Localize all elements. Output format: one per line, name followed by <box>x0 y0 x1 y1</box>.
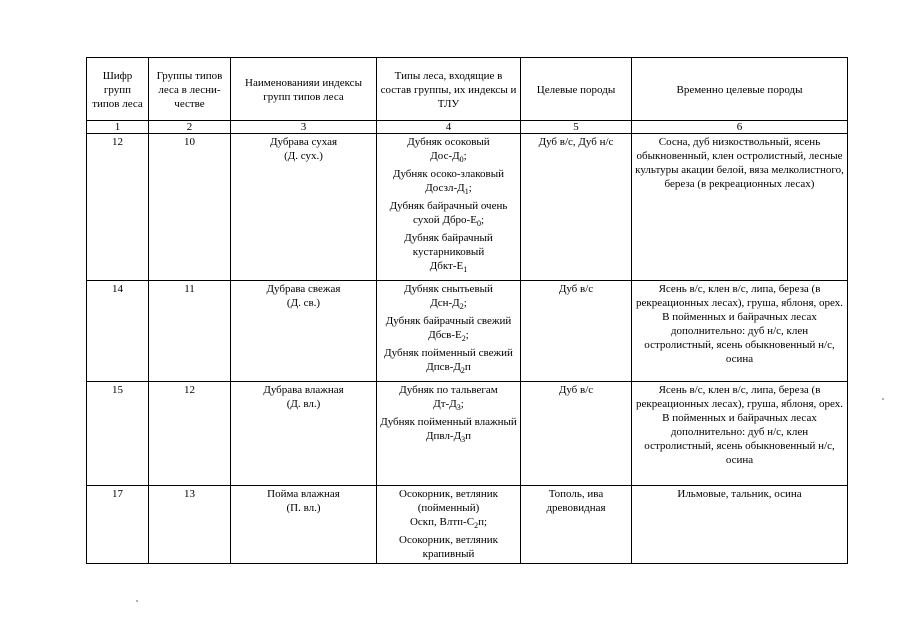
cell-types <box>377 382 521 486</box>
cell-types <box>377 134 521 281</box>
cell-group: 11 <box>149 281 231 382</box>
forest-type-code: Дбро-Е <box>442 214 477 226</box>
forest-type-text: Дубняк осоко-злаковый <box>392 168 505 180</box>
forest-type-code: Досзл-Д <box>425 182 465 194</box>
forest-type-text: Дубняк байрачный очень сухой <box>389 200 508 226</box>
forest-types-table <box>86 57 848 564</box>
cell-temporary: Сосна, дуб низкоствольный, ясень обыкновенный, клен остролистный, лесные культуры акации белой, вяза мелколистного, береза (в рекреационных лесах) <box>632 134 848 281</box>
cell-code: 17 <box>87 486 149 564</box>
forest-type-entry <box>380 415 517 443</box>
forest-type-text: Осокорник, ветляник (пойменный) <box>399 488 498 514</box>
group-name: Дубрава свежая <box>266 283 341 295</box>
forest-type-code: Дсн-Д <box>430 297 460 309</box>
forest-type-entry <box>380 282 517 310</box>
column-number: 1 <box>87 121 149 134</box>
cell-temporary: Ясень в/с, клен в/с, липа, береза (в рекреационных лесах), груша, яблоня, орех. В пойменных и байрачных лесах дополнительно: дуб н/с, клен остролистный, ясень обыкновенный н/с, осина <box>632 382 848 486</box>
group-name: Дубрава сухая <box>269 136 338 148</box>
forest-type-entry <box>380 487 517 529</box>
cell-target: Дуб в/с <box>521 382 632 486</box>
cell-types <box>377 281 521 382</box>
forest-type-end: ; <box>460 398 464 410</box>
cell-group: 13 <box>149 486 231 564</box>
forest-type-text: Дубняк пойменный влажный <box>380 416 517 428</box>
header-temporary: Временно целевые породы <box>632 58 848 121</box>
cell-temporary: Ясень в/с, клен в/с, липа, береза (в рекреационных лесах), груша, яблоня, орех. В пойменных и байрачных лесах дополнительно: дуб н/с, клен остролистный, ясень обыкновенный н/с, осина <box>632 281 848 382</box>
forest-type-entry <box>380 167 517 195</box>
forest-type-entry <box>380 314 517 342</box>
forest-type-code: Дбсв-Е <box>428 329 462 341</box>
cell-name <box>231 382 377 486</box>
cell-code: 14 <box>87 281 149 382</box>
forest-type-subscript: 2 <box>460 366 465 376</box>
column-number: 6 <box>632 121 848 134</box>
forest-type-entry <box>380 346 517 374</box>
forest-type-subscript: 1 <box>463 265 468 275</box>
cell-name <box>231 134 377 281</box>
group-name: Пойма влажная <box>267 488 340 500</box>
forest-type-code: Дпвл-Д <box>426 430 462 442</box>
cell-group: 12 <box>149 382 231 486</box>
forest-type-subscript: 2 <box>459 302 464 312</box>
forest-type-entry <box>380 199 517 227</box>
forest-type-text: Осокорник, ветляник крапивный <box>399 534 498 560</box>
forest-type-end: ; <box>463 150 467 162</box>
forest-type-subscript: 0 <box>459 155 464 165</box>
column-number: 4 <box>377 121 521 134</box>
forest-type-code: Дбкт-Е <box>429 260 464 272</box>
forest-type-entry <box>380 231 517 273</box>
scan-speck <box>136 600 138 602</box>
forest-type-subscript: 3 <box>456 403 461 413</box>
forest-type-code: Оскп, Влтп-С <box>409 516 475 528</box>
group-index: (Д. св.) <box>286 297 321 309</box>
forest-type-end: п <box>465 430 471 442</box>
header-target: Целевые породы <box>521 58 632 121</box>
forest-type-code: Дпсв-Д <box>426 361 461 373</box>
column-number: 5 <box>521 121 632 134</box>
forest-type-subscript: 2 <box>474 521 479 531</box>
cell-types <box>377 486 521 564</box>
column-number-row <box>87 121 848 134</box>
forest-type-end: п <box>464 361 471 373</box>
cell-temporary: Ильмовые, тальник, осина <box>632 486 848 564</box>
header-name: Наименованияи индексы групп типов леса <box>231 58 377 121</box>
cell-group: 10 <box>149 134 231 281</box>
forest-type-code: Дт-Д <box>433 398 457 410</box>
forest-type-entry <box>380 533 517 561</box>
forest-type-subscript: 3 <box>461 435 466 445</box>
cell-target: Дуб в/с <box>521 281 632 382</box>
header-group: Группы типов леса в лесни-честве <box>149 58 231 121</box>
forest-type-text: Дубняк по тальвегам <box>399 384 498 396</box>
forest-type-end: п; <box>478 516 488 528</box>
forest-type-text: Дубняк осоковый <box>407 136 490 148</box>
forest-type-subscript: 2 <box>461 334 466 344</box>
cell-code: 12 <box>87 134 149 281</box>
forest-type-end: ; <box>463 297 467 309</box>
forest-type-entry <box>380 135 517 163</box>
forest-type-text: Дубняк снытьевый <box>404 283 493 295</box>
forest-type-text: Дубняк байрачный свежий <box>385 315 512 327</box>
group-index: (Д. вл.) <box>286 398 321 410</box>
group-index: (Д. сух.) <box>284 150 323 162</box>
table-row <box>87 281 848 382</box>
cell-code: 15 <box>87 382 149 486</box>
column-number: 2 <box>149 121 231 134</box>
forest-type-end: ; <box>468 182 472 194</box>
cell-name <box>231 486 377 564</box>
table-row <box>87 382 848 486</box>
header-code: Шифр групп типов леса <box>87 58 149 121</box>
forest-type-text: Дубняк пойменный свежий <box>384 347 513 359</box>
forest-type-code: Дос-Д <box>430 150 460 162</box>
table-row <box>87 134 848 281</box>
header-row <box>87 58 848 121</box>
forest-type-subscript: 0 <box>476 219 481 229</box>
table-row <box>87 486 848 564</box>
cell-target: Тополь, ива древовидная <box>521 486 632 564</box>
forest-type-end: ; <box>465 329 469 341</box>
forest-type-text: Дубняк байрачный кустарниковый <box>404 232 493 258</box>
cell-name <box>231 281 377 382</box>
forest-type-entry <box>380 383 517 411</box>
cell-target: Дуб в/с, Дуб н/с <box>521 134 632 281</box>
column-number: 3 <box>231 121 377 134</box>
header-types: Типы леса, входящие в состав группы, их индексы и ТЛУ <box>377 58 521 121</box>
group-index: (П. вл.) <box>286 502 321 514</box>
group-name: Дубрава влажная <box>263 384 344 396</box>
scan-speck <box>882 398 884 400</box>
forest-type-subscript: 1 <box>464 187 469 197</box>
forest-type-end: ; <box>480 214 484 226</box>
